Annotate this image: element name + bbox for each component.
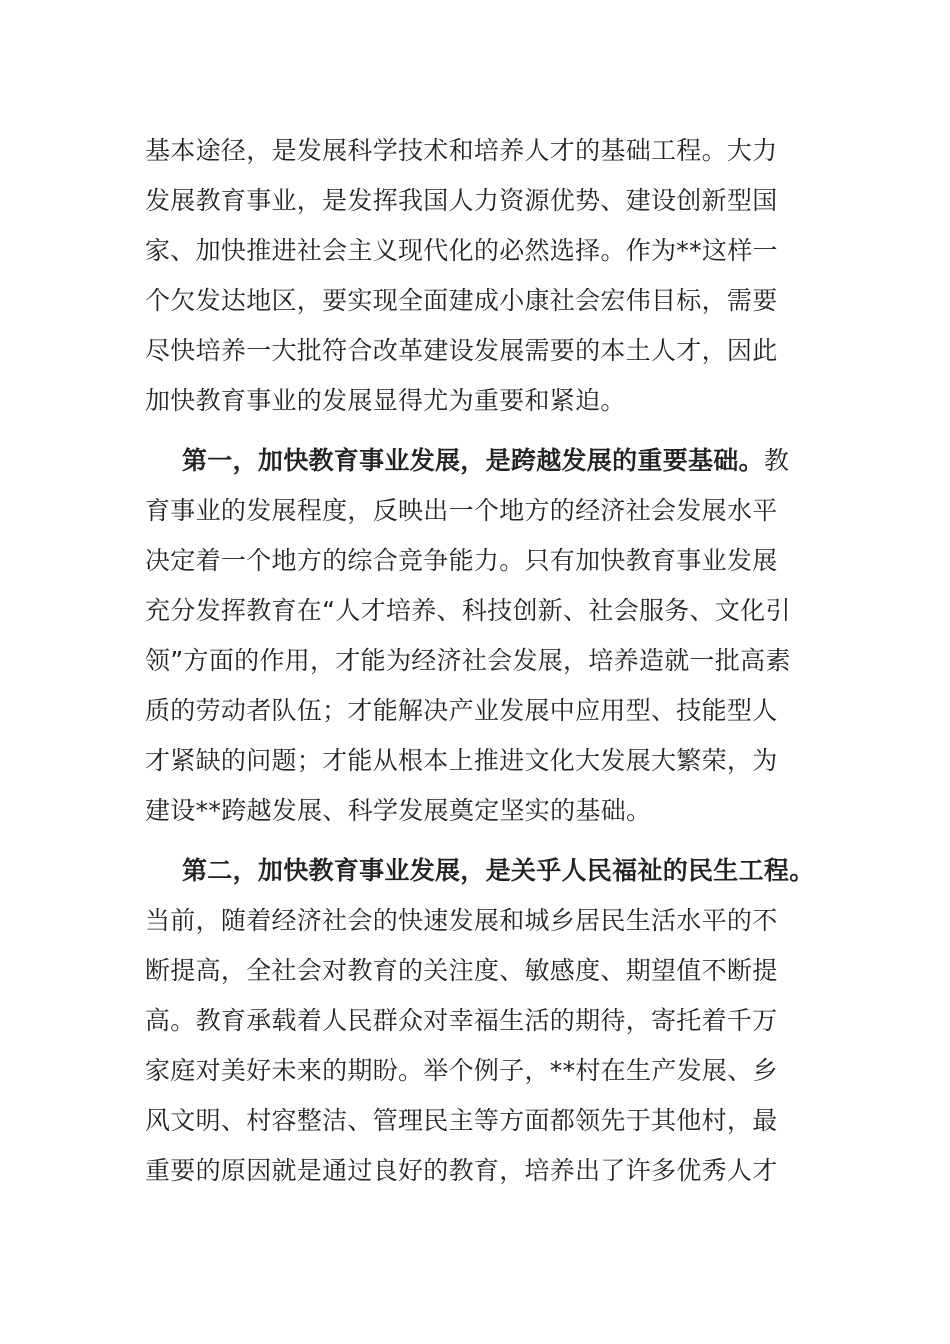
paragraph-heading: 第一，加快教育事业发展，是跨越发展的重要基础。 xyxy=(182,446,764,475)
text-line: 风文明、村容整洁、管理民主等方面都领先于其他村，最 xyxy=(145,1106,778,1135)
text-line: 当前，随着经济社会的快速发展和城乡居民生活水平的不 xyxy=(145,906,778,935)
text-line: 充分发挥教育在“人才培养、科技创新、社会服务、文化引 xyxy=(145,596,791,625)
heading-continuation: 教 xyxy=(763,446,790,475)
text-line: 家庭对美好未来的期盼。举个例子，**村在生产发展、乡 xyxy=(145,1056,778,1085)
text-line: 领”方面的作用，才能为经济社会发展，培养造就一批高素 xyxy=(145,646,791,675)
paragraph-first-point xyxy=(145,436,815,836)
paragraph-intro xyxy=(145,126,815,426)
text-line: 发展教育事业，是发挥我国人力资源优势、建设创新型国 xyxy=(145,186,778,215)
text-line: 育事业的发展程度，反映出一个地方的经济社会发展水平 xyxy=(145,496,778,525)
text-line: 家、加快推进社会主义现代化的必然选择。作为**这样一 xyxy=(145,236,778,265)
text-line-first xyxy=(145,436,815,486)
text-line: 尽快培养一大批符合改革建设发展需要的本土人才，因此 xyxy=(145,336,778,365)
document-body xyxy=(145,126,815,1196)
text-line: 高。教育承载着人民群众对幸福生活的期待，寄托着千万 xyxy=(145,1006,778,1035)
text-line-first xyxy=(145,846,815,896)
paragraph-second-point xyxy=(145,846,815,1196)
text-line: 加快教育事业的发展显得尤为重要和紧迫。 xyxy=(145,386,626,415)
paragraph-heading: 第二，加快教育事业发展，是关乎人民福祉的民生工程。 xyxy=(182,856,815,885)
text-line: 决定着一个地方的综合竞争能力。只有加快教育事业发展 xyxy=(145,546,778,575)
text-line: 建设**跨越发展、科学发展奠定坚实的基础。 xyxy=(145,796,652,825)
text-line: 重要的原因就是通过良好的教育，培养出了许多优秀人才 xyxy=(145,1156,778,1185)
text-line: 质的劳动者队伍；才能解决产业发展中应用型、技能型人 xyxy=(145,696,778,725)
text-line: 才紧缺的问题；才能从根本上推进文化大发展大繁荣，为 xyxy=(145,746,778,775)
text-line: 断提高，全社会对教育的关注度、敏感度、期望值不断提 xyxy=(145,956,778,985)
text-line: 个欠发达地区，要实现全面建成小康社会宏伟目标，需要 xyxy=(145,286,778,315)
text-line: 基本途径，是发展科学技术和培养人才的基础工程。大力 xyxy=(145,136,778,165)
